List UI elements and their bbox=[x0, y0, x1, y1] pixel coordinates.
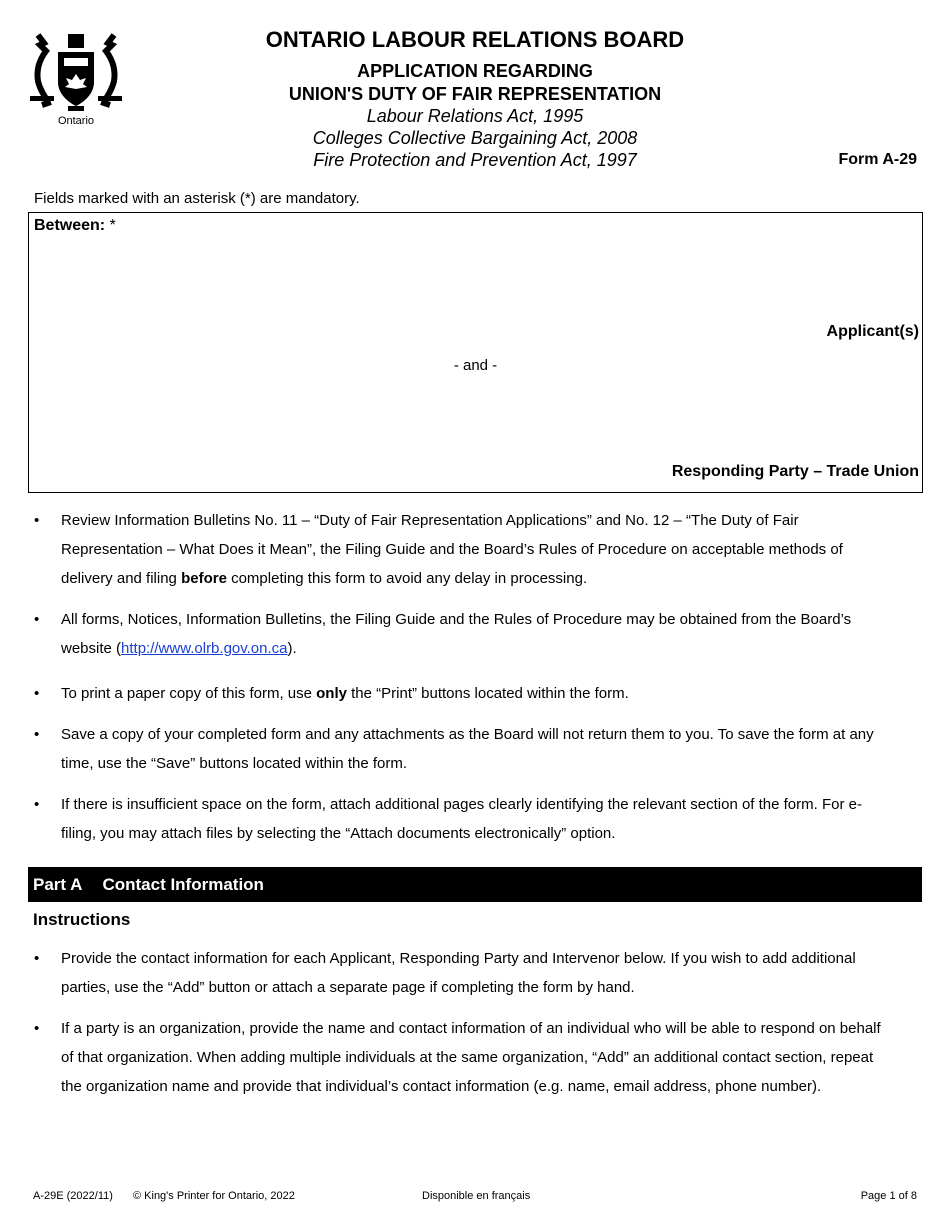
applicant-label: Applicant(s) bbox=[826, 323, 919, 340]
form-number: Form A-29 bbox=[838, 151, 917, 168]
footer-copyright: © King's Printer for Ontario, 2022 bbox=[133, 1190, 295, 1202]
bullet-item: • To print a paper copy of this form, use only the “Print” buttons located within the form. bbox=[34, 685, 629, 702]
olrb-website-link[interactable]: http://www.olrb.gov.on.ca bbox=[121, 640, 288, 657]
footer-page-number: Page 1 of 8 bbox=[860, 1190, 917, 1202]
instruction-item: • Provide the contact information for each Applicant, Responding Party and Intervenor below. If you wish to add additional parties, use the “Add” button or attach a separate page if completing the form by hand. bbox=[34, 950, 856, 996]
parties-box[interactable] bbox=[28, 212, 923, 493]
between-label: Between: * bbox=[34, 217, 116, 234]
instructions-heading: Instructions bbox=[33, 910, 131, 929]
bullet-item: • All forms, Notices, Information Bulletins, the Filing Guide and the Rules of Procedure may be obtained from the Board’s website (http://www.olrb.gov.on.ca). bbox=[34, 611, 852, 657]
board-title: ONTARIO LABOUR RELATIONS BOARD bbox=[265, 27, 685, 52]
bullet-item: • If there is insufficient space on the form, attach additional pages clearly identifying the relevant section of the form. For e-filing, you may attach files by selecting the “Attach documents electronically” option. bbox=[34, 796, 862, 842]
responding-party-label: Responding Party – Trade Union bbox=[671, 463, 919, 480]
act-1: Labour Relations Act, 1995 bbox=[366, 106, 584, 126]
act-3: Fire Protection and Prevention Act, 1997 bbox=[313, 150, 637, 170]
footer-form-code: A-29E (2022/11) bbox=[33, 1190, 113, 1202]
bullet-item: • Review Information Bulletins No. 11 – “Duty of Fair Representation Applications” and No. 12 – “The Duty of Fair Representation – What Does it Mean”, the Filing Guide and the Board’s Rules of Procedure on acceptable methods of delivery and filing before completing this form to avoid any delay in processing. bbox=[34, 512, 843, 587]
form-title-line2: UNION'S DUTY OF FAIR REPRESENTATION bbox=[288, 84, 662, 104]
mandatory-note: Fields marked with an asterisk (*) are mandatory. bbox=[34, 190, 360, 207]
footer-french-link: Disponible en français bbox=[422, 1190, 531, 1202]
svg-text:Ontario: Ontario bbox=[57, 115, 95, 127]
act-2: Colleges Collective Bargaining Act, 2008 bbox=[312, 128, 638, 148]
form-title-line1: APPLICATION REGARDING bbox=[357, 61, 593, 81]
part-a-header: Part A Contact Information bbox=[28, 867, 922, 902]
and-separator: - and - bbox=[453, 357, 498, 374]
bullet-item: • Save a copy of your completed form and any attachments as the Board will not return them to you. To save the form at any time, use the “Save” buttons located within the form. bbox=[34, 726, 874, 772]
instruction-item: • If a party is an organization, provide the name and contact information of an individual who will be able to respond on behalf of that organization. When adding multiple individuals at the same organization, “Add” an additional contact section, repeat the organization name and provide that individual’s contact information (e.g. name, email address, phone number). bbox=[34, 1020, 881, 1095]
